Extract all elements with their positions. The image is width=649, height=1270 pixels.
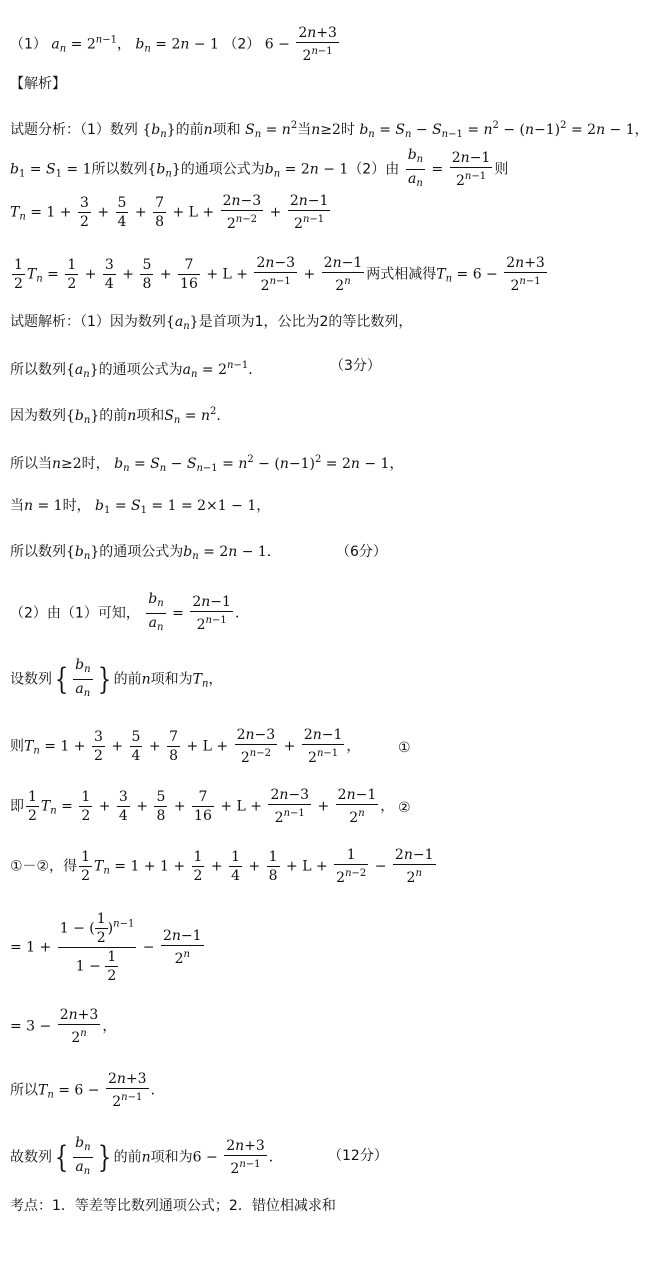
score-6: （6分） <box>336 544 387 560</box>
solution-line-9: 则$T_n = 1$ + $\frac{3}{2}$ + $\frac{5}{4}$ + $\frac{7}{8}$ + L + $\frac{2n-3}{2^{n-2}}$ + $\frac{2n-1}{2^{n-1}}$ ， ① <box>10 727 411 766</box>
solution-line-15: 故数列{ $\frac{b_n}{a_n}$ } 的前n项和为6 − $\frac{2n+3}{2^{n-1}}$ ． （12分） <box>10 1134 430 1181</box>
solution-line-6: 所以数列$\{b_n\}$的通项公式为$b_n = 2n - 1$． （6分） <box>10 544 387 562</box>
score-3: （3分） <box>330 358 381 374</box>
equation-mark-2: ② <box>398 800 411 816</box>
solution-line-14: 所以$T_n = 6$ − $\frac{2n+3}{2^{n-1}}$ ． <box>10 1071 165 1110</box>
analysis-line-4: $\frac{1}{2}$ $T_n$ = $\frac{1}{2}$ + $\frac{3}{4}$ + $\frac{5}{8}$ + $\frac{7}{16}$ + L + $\frac{2n-3}{2^{n-1}}$ + $\frac{2n-1}{2^n}$ 两式相减得$T_n = 6$ − $\frac{2n+3}{2^{n-1}}$ <box>14 255 545 294</box>
solution-line-12: = 1 + 1 − ( $\frac{1}{2}$ )$^{n-1}$ 1 − $\frac{1}{2}$ − $\frac{2n-1}{2^n}$ <box>10 911 202 984</box>
solution-line-11: ①－②，得 $\frac{1}{2}$ $T_n = 1 + 1$ + $\frac{1}{2}$ + $\frac{1}{4}$ + $\frac{1}{8}$ + L + $\frac{1}{2^{n-2}}$ − $\frac{2n-1}{2^n}$ <box>10 847 434 886</box>
solution-line-13: = 3 − $\frac{2n+3}{2^n}$ ， <box>10 1007 117 1046</box>
analysis-line-1: 试题分析：（1）数列 $\{b_n\}$的前n项和 $S_n = n^2$当n≥2时 $b_n = S_n - S_{n-1} = n^2 - (n-1)^2 = 2n - 1$， <box>10 120 649 140</box>
score-12: （12分） <box>328 1148 388 1164</box>
solution-line-3: 因为数列$\{b_n\}$的前n项和$S_n = n^2$． <box>10 406 231 426</box>
analysis-line-2: $b_1 = S_1 = 1$所以数列$\{b_n\}$的通项公式为$b_n = 2n - 1(2)$由 $\frac{b_n}{a_n}$ = $\frac{2n-1}{2^{n-1}}$ 则 <box>10 146 508 193</box>
solution-line-10: 即 $\frac{1}{2}$ $T_n$ = $\frac{1}{2}$ + $\frac{3}{4}$ + $\frac{5}{8}$ + $\frac{7}{16}$ + L + $\frac{2n-3}{2^{n-1}}$ + $\frac{2n-1}{2^n}$ ， ② <box>10 787 411 826</box>
analysis-line-3: $T_n = 1$ + $\frac{3}{2}$ + $\frac{5}{4}$ + $\frac{7}{8}$ + L + $\frac{2n-3}{2^{n-2}}$ + $\frac{2n-1}{2^{n-1}}$ <box>10 193 329 232</box>
solution-line-8: 设数列{ $\frac{b_n}{a_n}$ } 的前n项和为$T_n$， <box>10 656 222 703</box>
answer-line: （1） $a_n = 2^{n-1}$， $b_n = 2n - 1$ （2） 6 − $\frac{2n+3}{2^{n-1}}$ <box>10 25 337 64</box>
solution-line-1: 试题解析：（1）因为数列$\{a_n\}$是首项为1，公比为2的等比数列， <box>10 314 413 332</box>
kaodian-line: 考点：1．等差等比数列通项公式；2．错位相减求和 <box>10 1198 336 1214</box>
solution-line-5: 当n = 1时， $b_1 = S_1 = 1 = 2\times 1 - 1$， <box>10 498 271 516</box>
solution-line-2: 所以数列$\{a_n\}$的通项公式为$a_n = 2^{n-1}$． （3分） <box>10 358 381 380</box>
solution-line-7: （2）由（1）可知， $\frac{b_n}{a_n}$ = $\frac{2n-1}{2^{n-1}}$ ． <box>10 590 249 637</box>
analysis-header: 【解析】 <box>10 76 66 92</box>
equation-mark-1: ① <box>398 740 411 756</box>
solution-line-4: 所以当n≥2时， $b_n = S_n - S_{n-1} = n^2 - (n-1)^2 = 2n - 1$， <box>10 454 404 474</box>
